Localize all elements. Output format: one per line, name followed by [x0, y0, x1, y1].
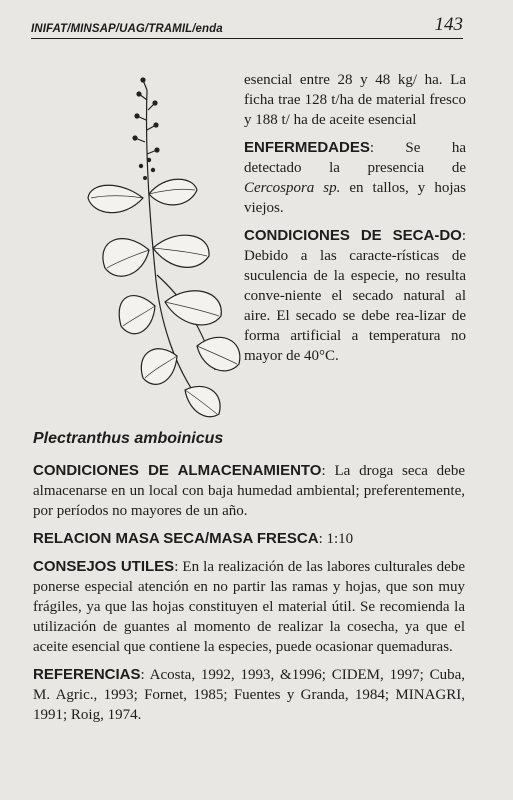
page-header [31, 14, 463, 39]
right-column-text [244, 70, 466, 374]
references-text: : Acosta, 1992, 1993, &1996; CIDEM, 1997; Cuba, M. Agric., 1993; Fornet, 1985; Fuentes y Granda, 1984; MINAGRI, 1991; Roig, 1974. [33, 667, 465, 723]
running-header: INIFAT/MINSAP/UAG/TRAMIL/enda [31, 23, 223, 35]
page-number: 143 [434, 14, 463, 35]
paragraph-advice [33, 557, 465, 657]
paragraph-references [33, 665, 465, 725]
figure-caption: Plectranthus amboinicus [33, 430, 224, 447]
bottom-text [33, 461, 465, 733]
paragraph-diseases [244, 138, 466, 218]
diseases-text-2: en tallos, y hojas viejos. [244, 180, 466, 216]
advice-text: : En la realización de las labores culturales debe ponerse especial atención en no partir las ramas y hojas, que son muy frágiles, ya que las hojas constituyen el material útil. Se recomienda la utilización de guantes al momento de realizar la cosecha, ya que el aceite esencial que contiene la especies, puede ocasionar quemaduras. [33, 559, 465, 655]
paragraph-yield: esencial entre 28 y 48 kg/ ha. La ficha trae 128 t/ha de material fresco y 188 t/ ha de aceite esencial [244, 72, 466, 128]
mass-ratio-heading: RELACION MASA SECA/MASA FRESCA [33, 530, 319, 547]
storage-text: : La droga seca debe almacenarse en un local con baja humedad ambiental; preferentemente, por períodos no mayores de un año. [33, 463, 465, 519]
drying-text: : Debido a las caracte-rísticas de suculencia de la especie, no resulta conve-niente el secado natural al aire. El secado se debe rea-lizar de forma artificial a temperatura no mayor de 40°C. [244, 228, 466, 364]
drying-heading: CONDICIONES DE SECA-DO [244, 227, 462, 244]
diseases-heading: ENFERMEDADES [244, 139, 370, 156]
mass-ratio-text: : 1:10 [318, 531, 354, 547]
pathogen-name: Cercospora sp. [244, 180, 341, 196]
paragraph-mass-ratio [33, 529, 465, 549]
storage-heading: CONDICIONES DE ALMACENAMIENTO [33, 462, 322, 479]
diseases-text-1: : Se ha detectado la presencia de [244, 140, 466, 176]
paragraph-storage [33, 461, 465, 521]
references-heading: REFERENCIAS [33, 666, 141, 683]
advice-heading: CONSEJOS UTILES [33, 558, 175, 575]
paragraph-drying [244, 226, 466, 366]
plant-illustration [85, 70, 245, 425]
